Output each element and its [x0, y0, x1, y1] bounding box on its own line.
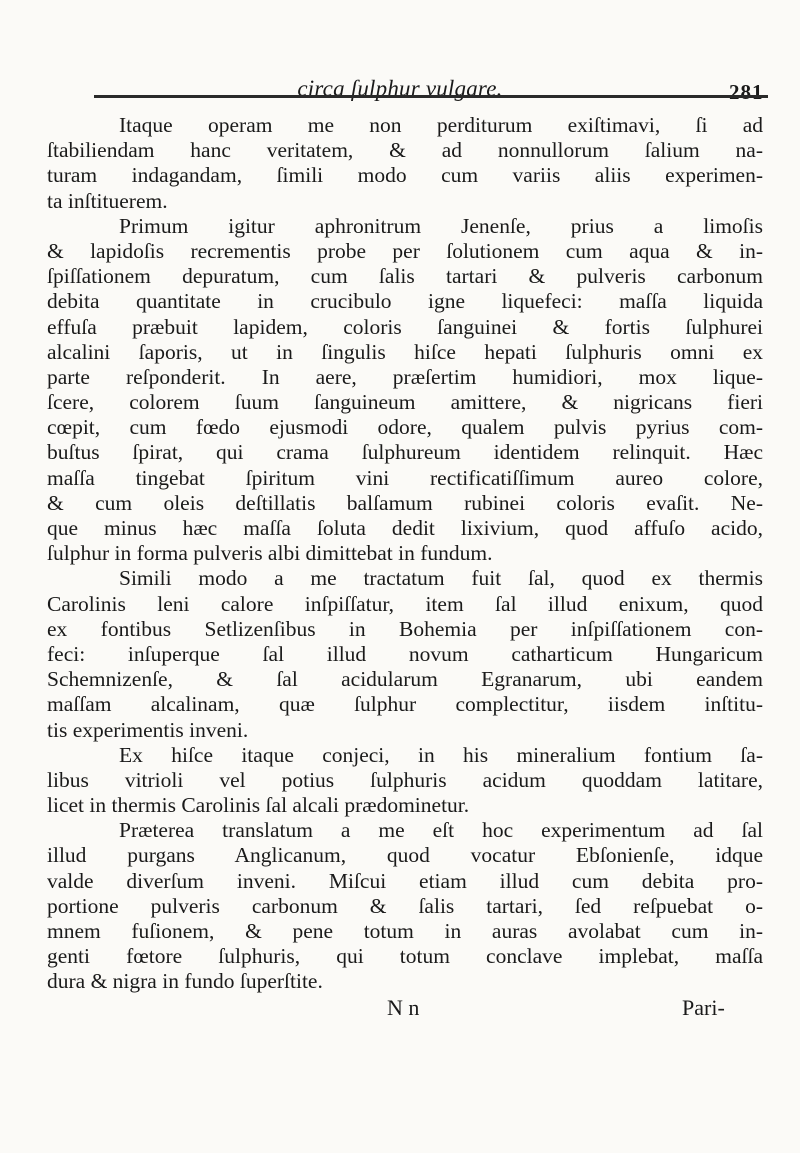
text-line: ta inſtituerem.	[47, 188, 168, 213]
text-line: libus vitrioli vel potius ſulphuris acidum quoddam latitare,	[47, 767, 763, 792]
catchword: Pari-	[682, 994, 725, 1020]
text-line: ſpiſſationem depuratum, cum ſalis tartari & pulveris carbonum	[47, 264, 763, 289]
text-line: maſſa tingebat ſpiritum vini rectificatiſſimum aureo colore,	[47, 465, 763, 490]
page-footer	[47, 995, 763, 1020]
text-line: cœpit, cum fœdo ejusmodi odore, qualem pulvis pyrius com-	[47, 415, 763, 440]
text-line: que minus hæc maſſa ſoluta dedit lixivium, quod affuſo acido,	[47, 516, 763, 540]
text-line: licet in thermis Carolinis ſal alcali prædominetur.	[47, 793, 470, 818]
text-line: mnem fuſionem, & pene totum in auras avolabat cum in-	[47, 919, 763, 943]
text-line: ſcere, colorem ſuum ſanguineum amittere, & nigricans fieri	[47, 390, 763, 415]
running-title: circa ſulphur vulgare.	[297, 76, 503, 101]
text-line: portione pulveris carbonum & ſalis tartari, ſed reſpuebat o-	[47, 893, 763, 918]
text-line: dura & nigra in fundo ſuperſtite.	[47, 969, 323, 994]
text-line: ex fontibus Setlizenſibus in Bohemia per inſpiſſationem con-	[47, 616, 763, 641]
signature-mark: N n	[387, 994, 420, 1020]
text-line: alcalini ſaporis, ut in ſingulis hiſce hepati ſulphuris omni ex	[47, 339, 763, 364]
text-line: & lapidoſis recrementis probe per ſolutionem cum aqua & in-	[47, 238, 763, 263]
body-text	[47, 113, 763, 1020]
text-line: Præterea translatum a me eſt hoc experimentum ad ſal	[119, 818, 763, 843]
text-line: feci: inſuperque ſal illud novum catharticum Hungaricum	[47, 641, 763, 666]
text-line: effuſa præbuit lapidem, coloris ſanguinei & fortis ſulphurei	[47, 314, 763, 339]
text-line: ſulphur in forma pulveris albi dimittebat in fundum.	[47, 541, 493, 566]
text-line: valde diverſum inveni. Miſcui etiam illud cum debita pro-	[47, 868, 763, 893]
text-line: buſtus ſpirat, qui crama ſulphureum identidem relinquit. Hæc	[47, 440, 763, 465]
text-line: Schemnizenſe, & ſal acidularum Egranarum, ubi eandem	[47, 667, 763, 692]
text-line: tis experimentis inveni.	[47, 717, 249, 742]
text-line: & cum oleis deſtillatis balſamum rubinei coloris evaſit. Ne-	[47, 490, 763, 515]
running-head	[0, 70, 800, 104]
text-lines	[47, 113, 763, 995]
page-number: 281	[729, 80, 764, 104]
header-rule	[94, 95, 768, 98]
text-line: Simili modo a me tractatum fuit ſal, quod ex thermis	[119, 566, 763, 591]
text-line: genti fœtore ſulphuris, qui totum conclave implebat, maſſa	[47, 944, 763, 969]
text-line: debita quantitate in crucibulo igne liquefeci: maſſa liquida	[47, 289, 763, 314]
text-line: illud purgans Anglicanum, quod vocatur Ebſonienſe, idque	[47, 843, 763, 868]
text-line: Carolinis leni calore inſpiſſatur, item ſal illud enixum, quod	[47, 591, 763, 616]
text-line: maſſam alcalinam, quæ ſulphur complectitur, iisdem inſtitu-	[47, 692, 763, 717]
text-line: parte reſponderit. In aere, præſertim humidiori, mox lique-	[47, 364, 763, 389]
text-line: Itaque operam me non perditurum exiſtimavi, ſi ad	[119, 113, 763, 137]
text-line: Primum igitur aphronitrum Jenenſe, prius a limoſis	[119, 213, 763, 238]
text-line: turam indagandam, ſimili modo cum variis aliis experimen-	[47, 163, 763, 188]
text-line: ſtabiliendam hanc veritatem, & ad nonnullorum ſalium na-	[47, 138, 763, 163]
text-line: Ex hiſce itaque conjeci, in his mineralium fontium ſa-	[119, 742, 763, 767]
